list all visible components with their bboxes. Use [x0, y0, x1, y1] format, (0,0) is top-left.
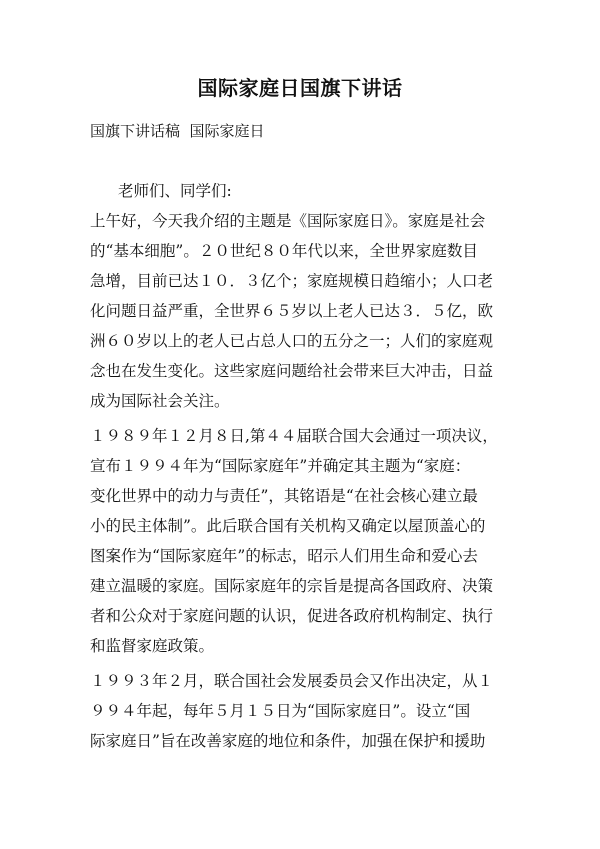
body-line: １９８９年１２月８日,第４４届联合国大会通过一项决议， — [90, 427, 498, 445]
body-line: 小的民主体制”。此后联合国有关机构又确定以屋顶盖心的 — [90, 517, 486, 535]
body-line: 的“基本细胞”。２０世纪８０年代以来，全世界家庭数目 — [90, 242, 478, 260]
body-line: １９９３年２月，联合国社会发展委员会又作出决定，从１ — [90, 672, 494, 690]
body-line: 宣布１９９４年为“国际家庭年”并确定其主题为“家庭： — [90, 457, 471, 475]
body-line: 急增，目前已达１０．３亿个；家庭规模日趋缩小；人口老 — [90, 272, 494, 290]
body-line: 图案作为“国际家庭年”的标志，昭示人们用生命和爱心去 — [90, 547, 478, 565]
body-line: ９９４年起，每年５月１５日为“国际家庭日”。设立“国 — [90, 702, 471, 720]
body-line: 际家庭日”旨在改善家庭的地位和条件，加强在保护和援助 — [90, 732, 486, 750]
document-title: 国际家庭日国旗下讲话 — [197, 76, 403, 100]
greeting-line: 老师们、同学们: — [118, 182, 232, 200]
body-line: 和监督家庭政策。 — [90, 637, 215, 655]
body-line: 者和公众对于家庭问题的认识，促进各政府机构制定、执行 — [90, 607, 494, 625]
body-line: 上午好，今天我介绍的主题是《国际家庭日》。家庭是社会 — [90, 212, 486, 230]
body-line: 成为国际社会关注。 — [90, 392, 230, 410]
body-line: 洲６０岁以上的老人已占总人口的五分之一；人们的家庭观 — [90, 332, 494, 350]
document-subtitle: 国旗下讲话稿 国际家庭日 — [90, 122, 265, 140]
body-line: 念也在发生变化。这些家庭问题给社会带来巨大冲击，日益 — [90, 362, 494, 380]
body-line: 建立温暖的家庭。国际家庭年的宗旨是提高各国政府、决策 — [90, 577, 494, 595]
body-line: 变化世界中的动力与责任”，其铭语是“在社会核心建立最 — [90, 487, 478, 505]
body-line: 化问题日益严重，全世界６５岁以上老人已达３．５亿，欧 — [90, 302, 494, 320]
